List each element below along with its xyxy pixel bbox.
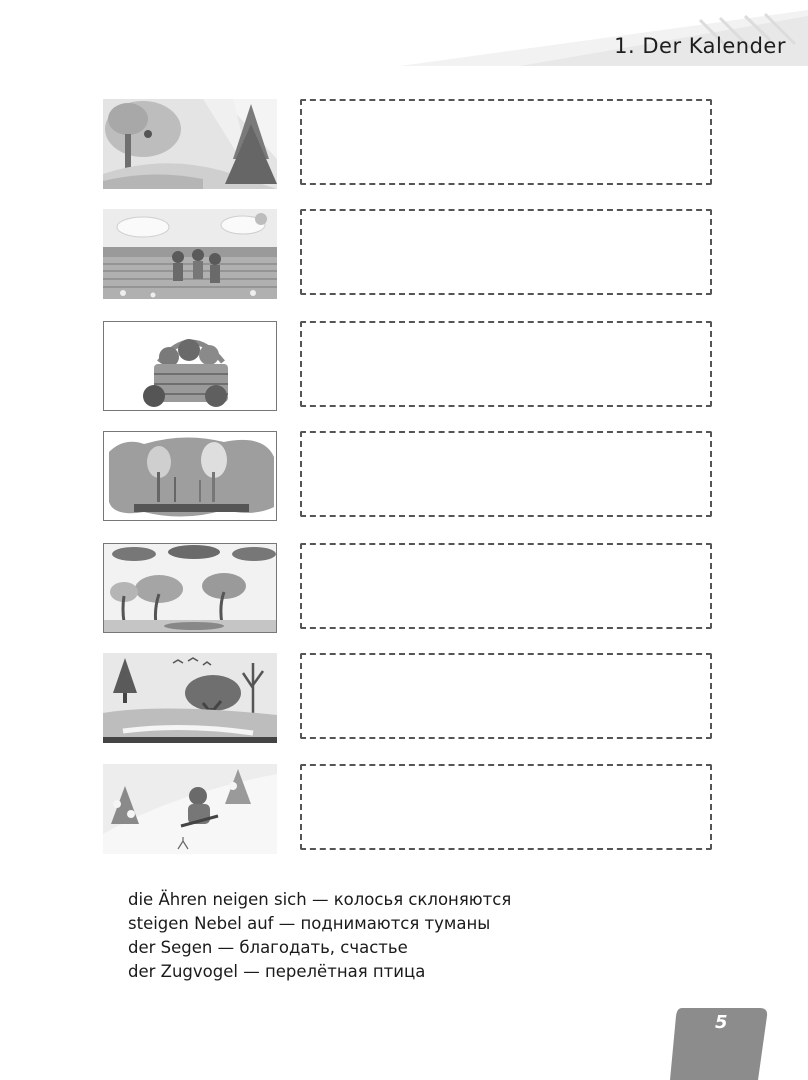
exercise-row — [0, 321, 808, 413]
exercise-row — [0, 653, 808, 745]
answer-box[interactable] — [300, 431, 712, 517]
winter-sledding-picture — [103, 764, 277, 854]
exercise-row — [0, 543, 808, 635]
answer-box[interactable] — [300, 764, 712, 850]
exercise-row — [0, 99, 808, 191]
exercise-row — [0, 764, 808, 856]
answer-box[interactable] — [300, 653, 712, 739]
late-autumn-landscape-picture — [103, 653, 277, 743]
section-title: 1. Der Kalender — [614, 34, 786, 58]
vocabulary-item: der Zugvogel — перелётная птица — [128, 962, 426, 981]
answer-box[interactable] — [300, 209, 712, 295]
vocabulary-list — [128, 888, 511, 984]
spring-meadow-sun-tree-picture — [103, 99, 277, 189]
answer-box[interactable] — [300, 543, 712, 629]
vocabulary-item: der Segen — благодать, счастье — [128, 938, 408, 957]
apple-basket-picture — [103, 321, 277, 411]
summer-field-children-picture — [103, 209, 277, 299]
vocabulary-item: steigen Nebel auf — поднимаются туманы — [128, 914, 491, 933]
stormy-wind-trees-picture — [103, 543, 277, 633]
exercise-row — [0, 431, 808, 523]
answer-box[interactable] — [300, 99, 712, 185]
answer-box[interactable] — [300, 321, 712, 407]
vocabulary-item: die Ähren neigen sich — колосья склоняются — [128, 890, 512, 909]
exercise-row — [0, 209, 808, 301]
foggy-trees-picture — [103, 431, 277, 521]
page-number: 5 — [715, 1012, 728, 1033]
